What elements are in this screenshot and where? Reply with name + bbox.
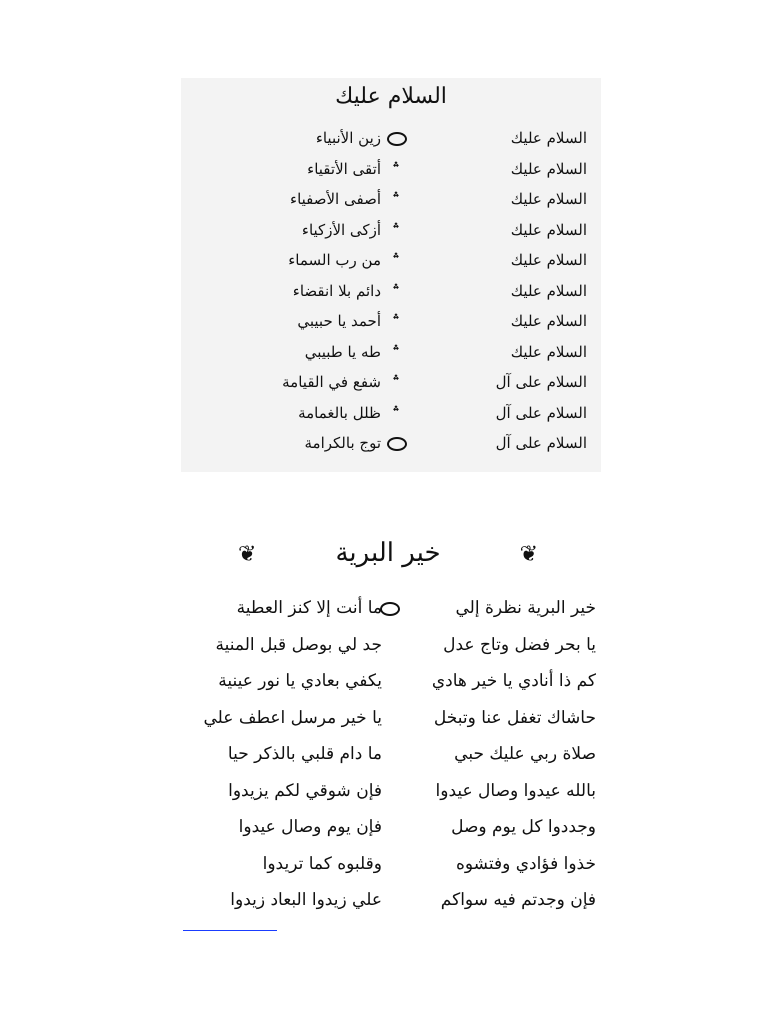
dot-separator-icon: ؞ [391,160,401,177]
verse-line [178,882,598,918]
verse-line [178,773,598,809]
salam-poem-title: السلام عليك [335,84,447,109]
dot-separator-icon: ؞ [391,374,401,390]
verse-first-hemistich: كم ذا أنادي يا خير هادي [431,671,596,691]
oval-separator-icon [387,437,407,451]
dot-separator-icon: ؞ [391,282,401,299]
salam-row [181,399,601,427]
dot-separator-icon: ؞ [391,313,401,329]
salam-row [181,338,601,366]
verse-second-hemistich: ما أنت إلا كنز العطية [236,598,382,618]
salam-row [181,307,601,335]
verse-second-hemistich: يكفي بعادي يا نور عينية [218,671,382,691]
salam-greeting: السلام عليك [510,220,587,239]
salam-epithet: أزكى الأزكياء [301,220,381,239]
salam-epithet: شفع في القيامة [282,373,381,391]
verse-second-hemistich: فإن يوم وصال عيدوا [238,817,382,837]
khair-al-bariyyah-scan [178,532,598,932]
verse-first-hemistich: صلاة ربي عليك حبي [454,744,596,764]
salam-greeting: السلام عليك [510,129,587,147]
oval-separator-icon [380,602,400,616]
salam-greeting: السلام عليك [510,159,587,178]
verse-second-hemistich: جد لي بوصل قبل المنية [215,634,382,655]
salam-row [181,155,601,183]
verse-line [178,736,598,772]
verse-second-hemistich: فإن شوقي لكم يزيدوا [228,780,382,801]
verse-line [178,590,598,626]
verse-first-hemistich: فإن وجدتم فيه سواكم [440,890,596,910]
salam-greeting: السلام عليك [510,190,587,208]
salam-row [181,216,601,244]
dot-separator-icon: ؞ [391,191,401,207]
verse-line [178,700,598,736]
salam-row [181,277,601,305]
verse-first-hemistich: يا بحر فضل وتاج عدل [443,634,596,655]
oval-separator-icon [387,132,407,146]
salam-poem-scan [181,78,601,472]
dot-separator-icon: ؞ [391,221,401,238]
salam-greeting: السلام على آل [495,403,587,422]
verse-second-hemistich: يا خير مرسل اعطف علي [203,707,382,728]
salam-epithet: زين الأنبياء [315,129,381,147]
verse-line [178,663,598,699]
verse-second-hemistich: علي زيدوا البعاد زيدوا [230,890,382,910]
ornament-right-icon: ❦ [519,542,538,567]
verse-line [178,627,598,663]
verse-first-hemistich: خير البرية نظرة إلي [455,598,596,618]
dot-separator-icon: ؞ [391,404,401,421]
salam-greeting: السلام على آل [495,373,587,391]
dot-separator-icon: ؞ [391,252,401,268]
salam-epithet: ظلل بالغمامة [298,403,381,422]
poem-title-banner [238,538,538,578]
salam-epithet: أحمد يا حبيبي [297,312,381,330]
verse-first-hemistich: بالله عيدوا وصال عيدوا [435,780,596,801]
verse-second-hemistich: وقلبوه كما تريدوا [262,853,382,874]
salam-epithet: طه يا طبيبي [304,342,381,361]
salam-greeting: السلام على آل [495,434,587,452]
ornament-left-icon: ❦ [238,542,257,567]
dot-separator-icon: ؞ [391,343,401,360]
salam-greeting: السلام عليك [510,251,587,269]
salam-row [181,185,601,213]
verse-first-hemistich: حاشاك تغفل عنا وتبخل [433,707,596,728]
salam-epithet: من رب السماء [288,251,381,269]
verse-line [178,846,598,882]
salam-greeting: السلام عليك [510,281,587,300]
salam-greeting: السلام عليك [510,342,587,361]
salam-row [181,368,601,396]
salam-epithet: أتقى الأتقياء [307,159,381,178]
salam-epithet: دائم بلا انقضاء [292,281,381,300]
poem-title: خير البرية [335,538,441,568]
salam-epithet: أصفى الأصفياء [290,190,381,208]
verse-second-hemistich: ما دام قلبي بالذكر حيا [227,744,382,764]
verse-line [178,809,598,845]
salam-greeting: السلام عليك [510,312,587,330]
verse-first-hemistich: وجددوا كل يوم وصل [451,817,596,837]
verse-first-hemistich: خذوا فؤادي وفتشوه [455,853,596,874]
salam-row [181,124,601,152]
salam-row [181,246,601,274]
salam-epithet: توج بالكرامة [304,434,381,452]
salam-row [181,429,601,457]
link-underline[interactable] [183,930,277,931]
